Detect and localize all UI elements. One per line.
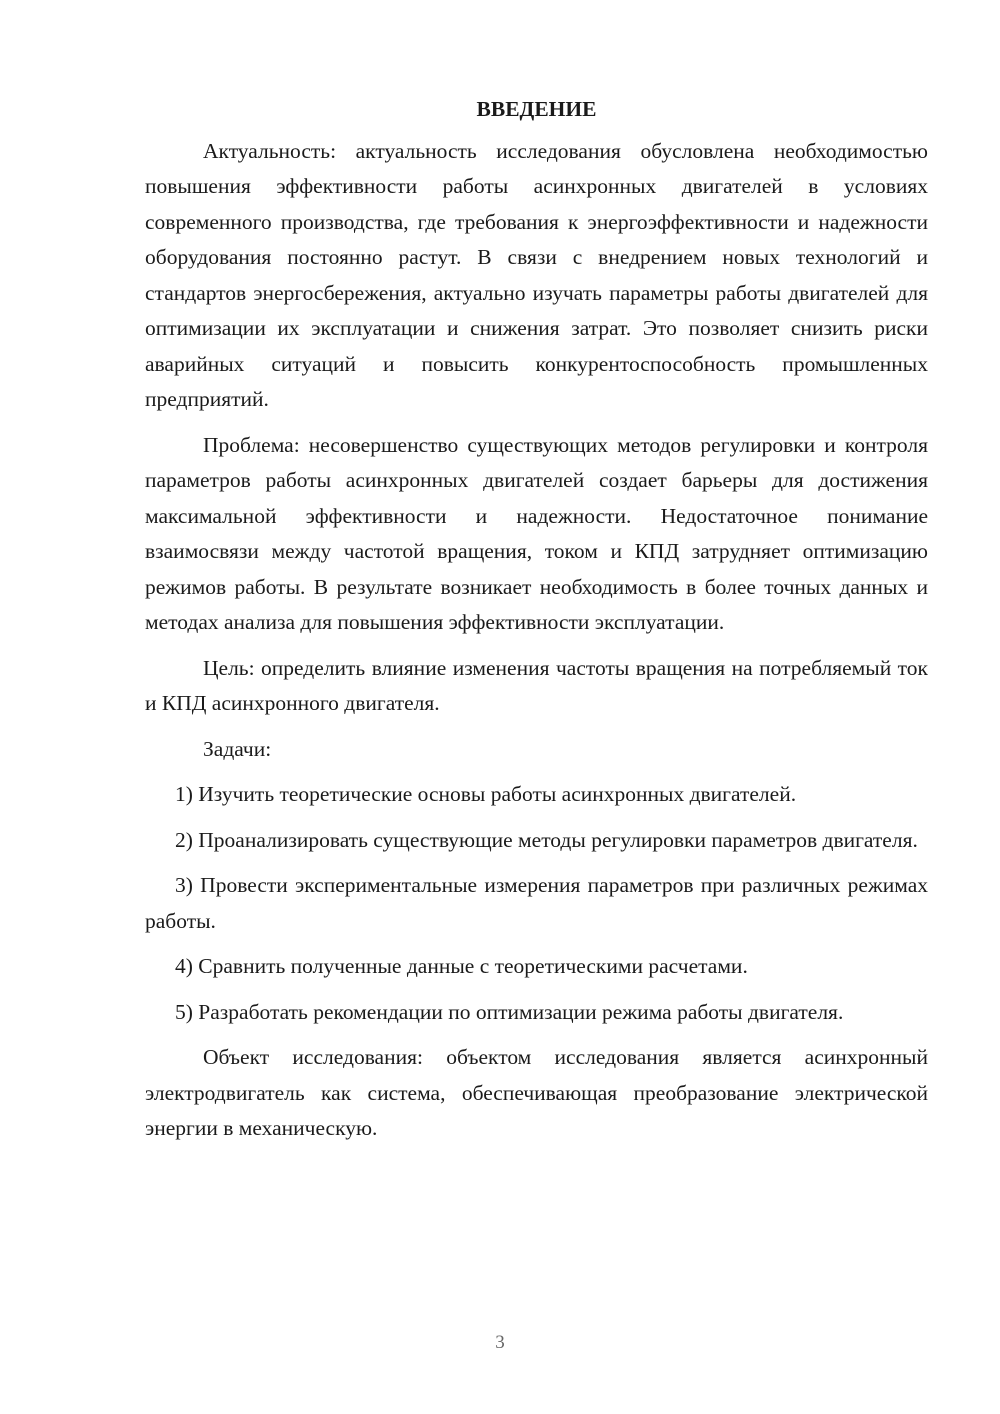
paragraph-object: Объект исследования: объектом исследования является асинхронный электродвигатель как система, обеспечивающая преобразование электрической энергии в механическую.	[145, 1045, 928, 1140]
section-heading: ВВЕДЕНИЕ	[476, 97, 597, 121]
paragraph-problem: Проблема: несовершенство существующих методов регулировки и контроля параметров работы асинхронных двигателей создает барьеры для достижения максимальной эффективности и надежности. Недостаточное понимание взаимосвязи между частотой вращения, током и КПД затрудняет оптимизацию режимов работы. В результате возникает необходимость в более точных данных и методах анализа для повышения эффективности эксплуатации.	[145, 432, 928, 634]
task-item-2: 2) Проанализировать существующие методы регулировки параметров двигателя.	[175, 827, 918, 852]
paragraph-relevance: Актуальность: актуальность исследования обусловлена необходимостью повышения эффективности работы асинхронных двигателей в условиях современного производства, где требования к энергоэффективности и надежности оборудования постоянно растут. В связи с внедрением новых технологий и стандартов энергосбережения, актуально изучать параметры работы двигателей для оптимизации их эксплуатации и снижения затрат. Это позволяет снизить риски аварийных ситуаций и повысить конкурентоспособность промышленных предприятий.	[145, 138, 928, 411]
task-item-1: 1) Изучить теоретические основы работы асинхронных двигателей.	[175, 782, 797, 806]
paragraph-goal: Цель: определить влияние изменения частоты вращения на потребляемый ток и КПД асинхронного двигателя.	[145, 655, 928, 715]
page-number: 3	[495, 1332, 505, 1353]
task-item-3: 3) Провести экспериментальные измерения параметров при различных режимах работы.	[145, 873, 928, 933]
tasks-title: Задачи:	[203, 736, 272, 761]
task-item-5: 5) Разработать рекомендации по оптимизации режима работы двигателя.	[175, 999, 844, 1024]
document-page	[145, 92, 928, 1147]
task-item-4: 4) Сравнить полученные данные с теоретическими расчетами.	[175, 954, 748, 978]
